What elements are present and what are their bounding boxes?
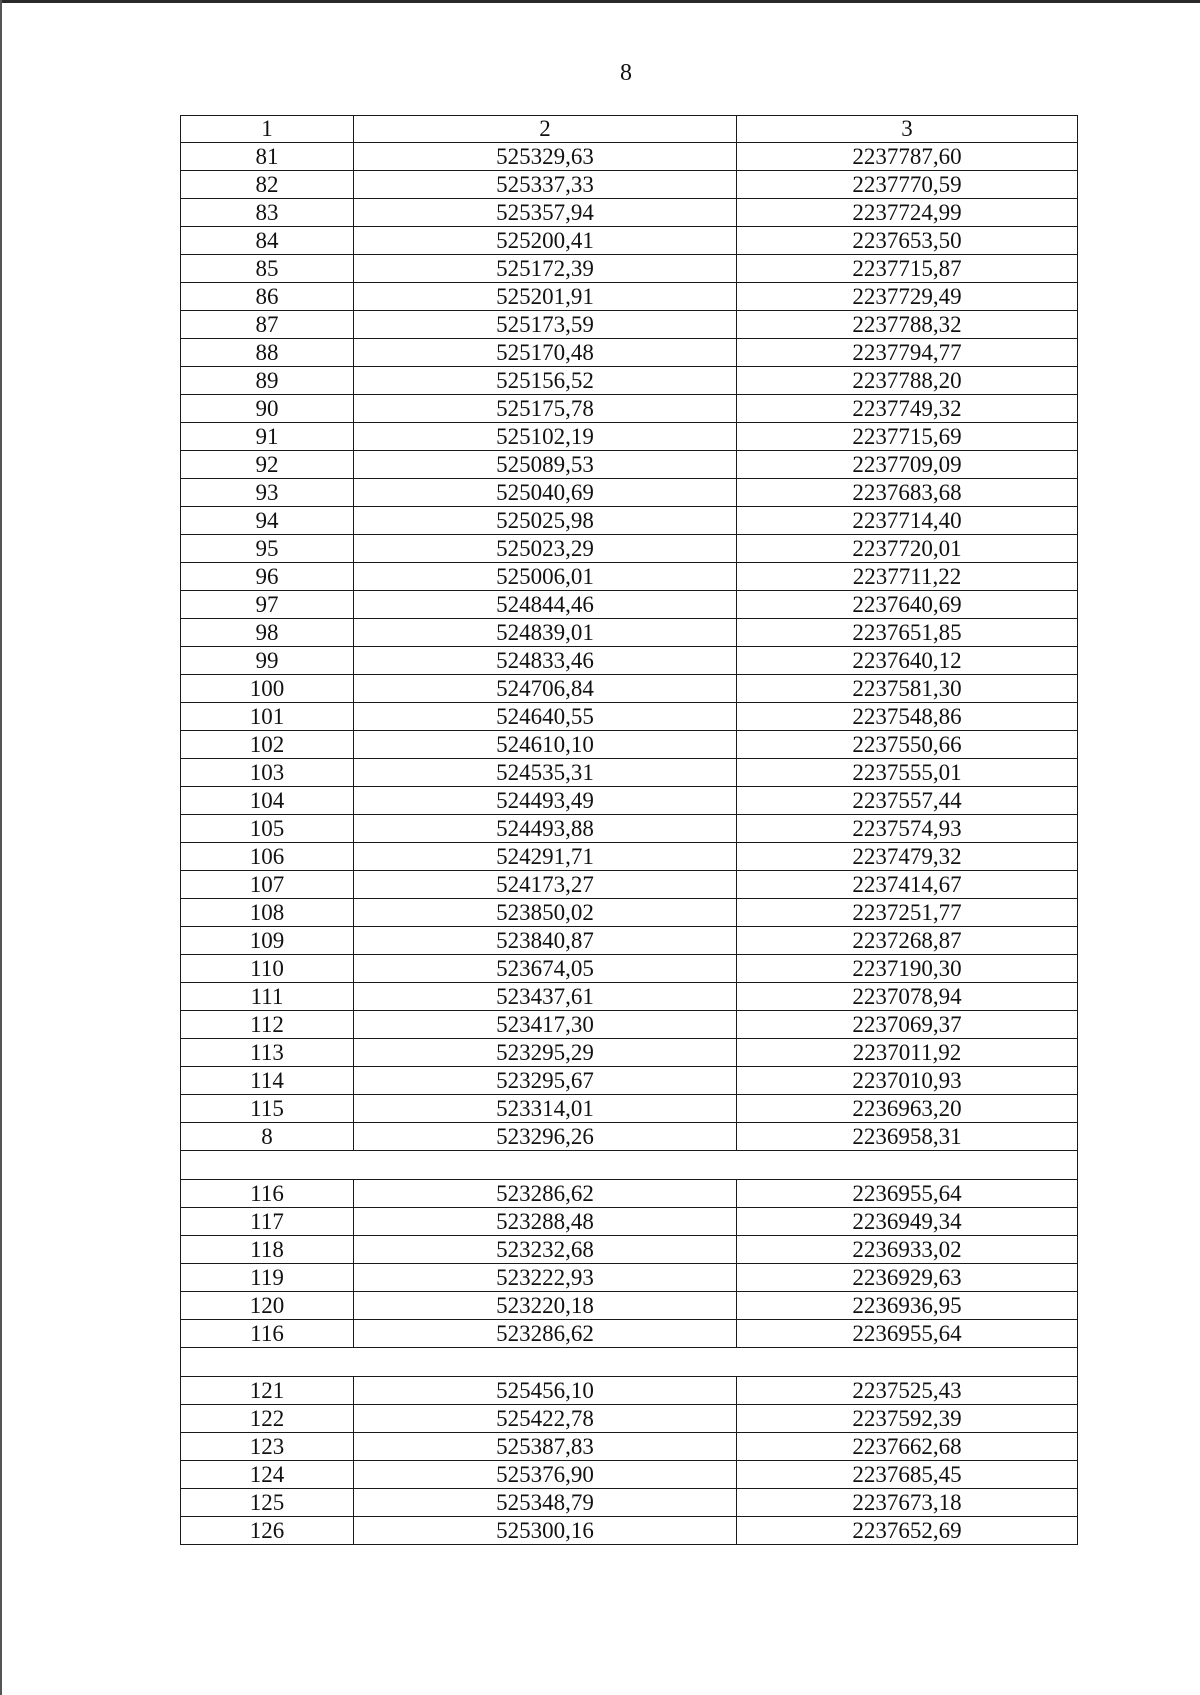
coordinates-table [180, 115, 1078, 1545]
table-row [181, 1461, 1078, 1489]
table-row [181, 703, 1078, 731]
point-number-cell: 126 [181, 1517, 354, 1545]
coordinate-x-cell: 525175,78 [354, 395, 737, 423]
coordinate-y-cell: 2237788,20 [737, 367, 1078, 395]
point-number-cell: 122 [181, 1405, 354, 1433]
point-number-cell: 114 [181, 1067, 354, 1095]
coordinate-x-cell: 523232,68 [354, 1236, 737, 1264]
coordinate-x-cell: 523288,48 [354, 1208, 737, 1236]
table-row [181, 423, 1078, 451]
point-number-cell: 90 [181, 395, 354, 423]
coordinate-x-cell: 525200,41 [354, 227, 737, 255]
table-row [181, 759, 1078, 787]
table-row [181, 479, 1078, 507]
coordinate-y-cell: 2236929,63 [737, 1264, 1078, 1292]
coordinate-x-cell: 525040,69 [354, 479, 737, 507]
coordinate-y-cell: 2237557,44 [737, 787, 1078, 815]
point-number-cell: 81 [181, 143, 354, 171]
point-number-cell: 96 [181, 563, 354, 591]
point-number-cell: 87 [181, 311, 354, 339]
coordinate-y-cell: 2237683,68 [737, 479, 1078, 507]
point-number-cell: 104 [181, 787, 354, 815]
coordinate-y-cell: 2237525,43 [737, 1377, 1078, 1405]
table-row [181, 143, 1078, 171]
coordinate-x-cell: 523286,62 [354, 1180, 737, 1208]
coordinate-x-cell: 524493,49 [354, 787, 737, 815]
coordinate-x-cell: 525337,33 [354, 171, 737, 199]
point-number-cell: 106 [181, 843, 354, 871]
coordinate-y-cell: 2237673,18 [737, 1489, 1078, 1517]
coordinate-y-cell: 2236955,64 [737, 1180, 1078, 1208]
point-number-cell: 124 [181, 1461, 354, 1489]
coordinate-y-cell: 2237251,77 [737, 899, 1078, 927]
coordinate-y-cell: 2237685,45 [737, 1461, 1078, 1489]
coordinate-x-cell: 524844,46 [354, 591, 737, 619]
coordinate-x-cell: 524291,71 [354, 843, 737, 871]
table-row [181, 591, 1078, 619]
coordinate-x-cell: 524173,27 [354, 871, 737, 899]
coordinate-y-cell: 2236958,31 [737, 1123, 1078, 1151]
table-row [181, 983, 1078, 1011]
table-row [181, 1123, 1078, 1151]
coordinate-y-cell: 2237714,40 [737, 507, 1078, 535]
coordinate-x-cell: 523295,29 [354, 1039, 737, 1067]
coordinate-y-cell: 2237581,30 [737, 675, 1078, 703]
point-number-cell: 112 [181, 1011, 354, 1039]
table-row [181, 311, 1078, 339]
table-row [181, 899, 1078, 927]
point-number-cell: 123 [181, 1433, 354, 1461]
coordinate-x-cell: 525172,39 [354, 255, 737, 283]
coordinate-x-cell: 523286,62 [354, 1320, 737, 1348]
table-row [181, 507, 1078, 535]
coordinate-x-cell: 524535,31 [354, 759, 737, 787]
coordinate-x-cell: 525329,63 [354, 143, 737, 171]
coordinate-x-cell: 523314,01 [354, 1095, 737, 1123]
point-number-cell: 117 [181, 1208, 354, 1236]
block-separator-row [181, 1348, 1078, 1377]
table-row [181, 199, 1078, 227]
coordinate-y-cell: 2237078,94 [737, 983, 1078, 1011]
coordinate-y-cell: 2237794,77 [737, 339, 1078, 367]
block-separator-cell [181, 1151, 1078, 1180]
coordinate-x-cell: 525156,52 [354, 367, 737, 395]
point-number-cell: 108 [181, 899, 354, 927]
scan-edge-top [0, 0, 1200, 3]
coordinate-y-cell: 2237548,86 [737, 703, 1078, 731]
table-row [181, 451, 1078, 479]
point-number-cell: 84 [181, 227, 354, 255]
table-row [181, 1039, 1078, 1067]
table-row [181, 1405, 1078, 1433]
point-number-cell: 8 [181, 1123, 354, 1151]
coordinate-y-cell: 2237414,67 [737, 871, 1078, 899]
column-header-3: 3 [737, 116, 1078, 143]
point-number-cell: 89 [181, 367, 354, 395]
table-header-row [181, 116, 1078, 143]
coordinate-x-cell: 523850,02 [354, 899, 737, 927]
table-row [181, 927, 1078, 955]
table-row [181, 1517, 1078, 1545]
coordinates-table-body [181, 116, 1078, 1545]
block-separator-row [181, 1151, 1078, 1180]
coordinate-y-cell: 2237592,39 [737, 1405, 1078, 1433]
point-number-cell: 95 [181, 535, 354, 563]
coordinate-x-cell: 525357,94 [354, 199, 737, 227]
coordinate-y-cell: 2236936,95 [737, 1292, 1078, 1320]
coordinate-y-cell: 2237011,92 [737, 1039, 1078, 1067]
table-row [181, 815, 1078, 843]
coordinate-x-cell: 525006,01 [354, 563, 737, 591]
coordinate-y-cell: 2237729,49 [737, 283, 1078, 311]
coordinate-x-cell: 525170,48 [354, 339, 737, 367]
table-row [181, 1236, 1078, 1264]
coordinate-y-cell: 2237787,60 [737, 143, 1078, 171]
coordinate-x-cell: 523295,67 [354, 1067, 737, 1095]
table-row [181, 1292, 1078, 1320]
coordinate-x-cell: 524833,46 [354, 647, 737, 675]
point-number-cell: 111 [181, 983, 354, 1011]
table-row [181, 1320, 1078, 1348]
point-number-cell: 107 [181, 871, 354, 899]
coordinate-y-cell: 2236949,34 [737, 1208, 1078, 1236]
coordinate-y-cell: 2237479,32 [737, 843, 1078, 871]
coordinate-x-cell: 525173,59 [354, 311, 737, 339]
table-row [181, 871, 1078, 899]
coordinate-y-cell: 2237749,32 [737, 395, 1078, 423]
coordinate-y-cell: 2236933,02 [737, 1236, 1078, 1264]
coordinate-y-cell: 2237190,30 [737, 955, 1078, 983]
coordinate-y-cell: 2237711,22 [737, 563, 1078, 591]
point-number-cell: 93 [181, 479, 354, 507]
coordinate-y-cell: 2237640,69 [737, 591, 1078, 619]
coordinate-x-cell: 525387,83 [354, 1433, 737, 1461]
column-header-1: 1 [181, 116, 354, 143]
table-row [181, 787, 1078, 815]
table-row [181, 171, 1078, 199]
point-number-cell: 105 [181, 815, 354, 843]
coordinate-x-cell: 525300,16 [354, 1517, 737, 1545]
coordinate-x-cell: 523840,87 [354, 927, 737, 955]
coordinate-y-cell: 2237574,93 [737, 815, 1078, 843]
point-number-cell: 82 [181, 171, 354, 199]
point-number-cell: 103 [181, 759, 354, 787]
table-row [181, 843, 1078, 871]
coordinate-y-cell: 2237640,12 [737, 647, 1078, 675]
block-separator-cell [181, 1348, 1078, 1377]
table-row [181, 619, 1078, 647]
point-number-cell: 109 [181, 927, 354, 955]
table-row [181, 395, 1078, 423]
point-number-cell: 83 [181, 199, 354, 227]
coordinate-y-cell: 2237069,37 [737, 1011, 1078, 1039]
table-row [181, 535, 1078, 563]
coordinate-y-cell: 2237709,09 [737, 451, 1078, 479]
table-row [181, 1095, 1078, 1123]
coordinate-x-cell: 523417,30 [354, 1011, 737, 1039]
coordinate-y-cell: 2236955,64 [737, 1320, 1078, 1348]
coordinate-x-cell: 523674,05 [354, 955, 737, 983]
coordinate-x-cell: 523220,18 [354, 1292, 737, 1320]
coordinate-y-cell: 2237652,69 [737, 1517, 1078, 1545]
point-number-cell: 115 [181, 1095, 354, 1123]
coordinate-y-cell: 2237715,87 [737, 255, 1078, 283]
table-row [181, 1208, 1078, 1236]
coordinate-x-cell: 523296,26 [354, 1123, 737, 1151]
coordinate-y-cell: 2237555,01 [737, 759, 1078, 787]
point-number-cell: 110 [181, 955, 354, 983]
table-row [181, 563, 1078, 591]
table-row [181, 255, 1078, 283]
coordinate-x-cell: 525201,91 [354, 283, 737, 311]
point-number-cell: 98 [181, 619, 354, 647]
point-number-cell: 125 [181, 1489, 354, 1517]
table-row [181, 1377, 1078, 1405]
coordinate-y-cell: 2237724,99 [737, 199, 1078, 227]
table-row [181, 675, 1078, 703]
table-row [181, 1180, 1078, 1208]
column-header-2: 2 [354, 116, 737, 143]
point-number-cell: 100 [181, 675, 354, 703]
coordinate-x-cell: 525025,98 [354, 507, 737, 535]
point-number-cell: 86 [181, 283, 354, 311]
coordinate-x-cell: 525376,90 [354, 1461, 737, 1489]
coordinate-x-cell: 524706,84 [354, 675, 737, 703]
point-number-cell: 88 [181, 339, 354, 367]
point-number-cell: 101 [181, 703, 354, 731]
coordinate-y-cell: 2237268,87 [737, 927, 1078, 955]
coordinate-x-cell: 525456,10 [354, 1377, 737, 1405]
point-number-cell: 116 [181, 1180, 354, 1208]
page-number: 8 [620, 60, 632, 86]
table-row [181, 227, 1078, 255]
coordinate-x-cell: 524610,10 [354, 731, 737, 759]
point-number-cell: 91 [181, 423, 354, 451]
table-row [181, 283, 1078, 311]
point-number-cell: 120 [181, 1292, 354, 1320]
coordinate-x-cell: 525422,78 [354, 1405, 737, 1433]
coordinate-x-cell: 525348,79 [354, 1489, 737, 1517]
coordinate-y-cell: 2237653,50 [737, 227, 1078, 255]
table-row [181, 731, 1078, 759]
coordinate-y-cell: 2237788,32 [737, 311, 1078, 339]
point-number-cell: 119 [181, 1264, 354, 1292]
point-number-cell: 121 [181, 1377, 354, 1405]
point-number-cell: 116 [181, 1320, 354, 1348]
coordinate-y-cell: 2237770,59 [737, 171, 1078, 199]
table-row [181, 647, 1078, 675]
coordinate-x-cell: 525089,53 [354, 451, 737, 479]
table-row [181, 1433, 1078, 1461]
point-number-cell: 92 [181, 451, 354, 479]
coordinate-y-cell: 2237550,66 [737, 731, 1078, 759]
point-number-cell: 85 [181, 255, 354, 283]
coordinate-y-cell: 2237651,85 [737, 619, 1078, 647]
point-number-cell: 99 [181, 647, 354, 675]
table-row [181, 339, 1078, 367]
coordinate-y-cell: 2237662,68 [737, 1433, 1078, 1461]
coordinate-y-cell: 2236963,20 [737, 1095, 1078, 1123]
coordinate-x-cell: 523222,93 [354, 1264, 737, 1292]
point-number-cell: 97 [181, 591, 354, 619]
table-row [181, 1067, 1078, 1095]
coordinate-x-cell: 524839,01 [354, 619, 737, 647]
point-number-cell: 113 [181, 1039, 354, 1067]
coordinate-x-cell: 523437,61 [354, 983, 737, 1011]
coordinate-y-cell: 2237715,69 [737, 423, 1078, 451]
coordinate-x-cell: 525102,19 [354, 423, 737, 451]
table-row [181, 955, 1078, 983]
table-row [181, 1011, 1078, 1039]
point-number-cell: 102 [181, 731, 354, 759]
table-row [181, 1489, 1078, 1517]
point-number-cell: 94 [181, 507, 354, 535]
coordinate-y-cell: 2237010,93 [737, 1067, 1078, 1095]
table-row [181, 1264, 1078, 1292]
coordinate-x-cell: 524640,55 [354, 703, 737, 731]
coordinate-x-cell: 524493,88 [354, 815, 737, 843]
coordinate-y-cell: 2237720,01 [737, 535, 1078, 563]
scan-edge-left [0, 0, 2, 1695]
table-row [181, 367, 1078, 395]
coordinate-x-cell: 525023,29 [354, 535, 737, 563]
point-number-cell: 118 [181, 1236, 354, 1264]
